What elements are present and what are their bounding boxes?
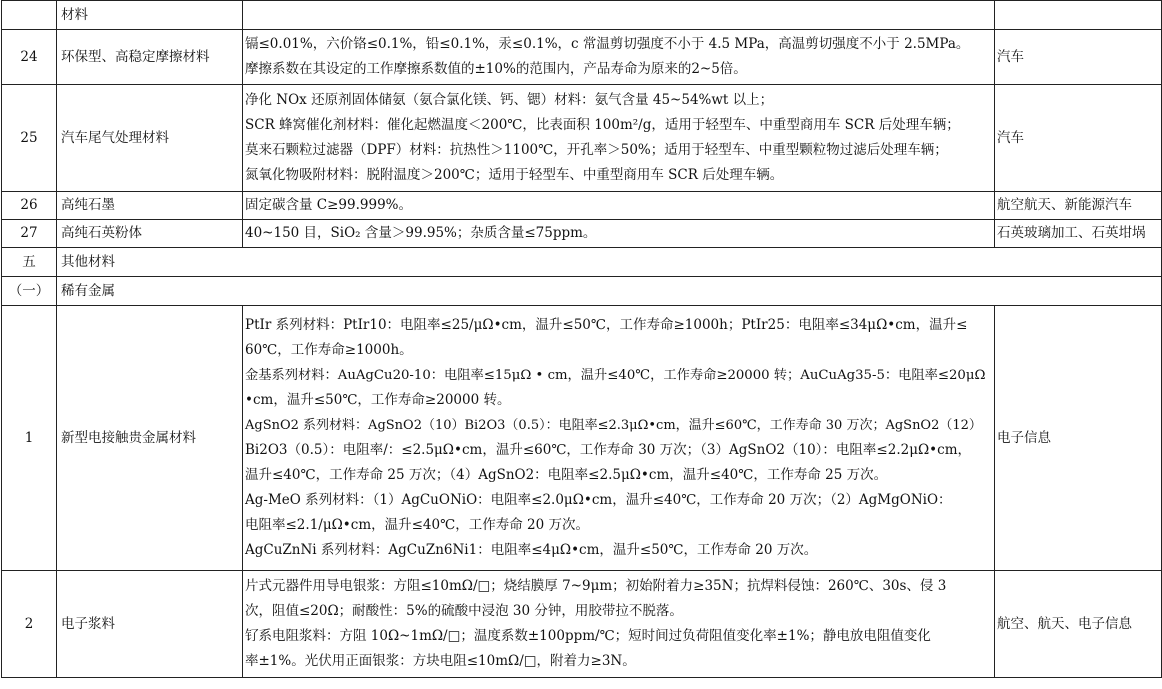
spec-line: Bi2O3（0.5）：电阻率/：≤2.5μΩ•cm，温升≤60℃，工作寿命 30 万次；（3）AgSnO2（10）：电阻率≤2.2μΩ•cm， [245, 442, 972, 458]
spec-line: SCR 蜂窝催化剂材料：催化起燃温度＜200℃，比表面积 100m²/g，适用于轻型车、中重型商用车 SCR 后处理车辆； [245, 117, 960, 133]
spec-line: 摩擦系数在其设定的工作摩擦系数值的±10%的范围内，产品寿命为原来的2~5倍。 [245, 61, 747, 77]
application-cell: 汽车 [995, 30, 1162, 85]
spec-cell [243, 220, 995, 248]
spec-line: Ag-MeO 系列材料：（1）AgCuONiO：电阻率≤2.0μΩ•cm，温升≤40℃，工作寿命 20 万次；（2）AgMgONiO： [245, 492, 952, 508]
spec-cell [243, 30, 995, 85]
spec-line: 温升≤40℃，工作寿命 25 万次；（4）AgSnO2：电阻率≤2.5μΩ•cm，温升≤40℃，工作寿命 25 万次。 [245, 467, 888, 483]
application-cell: 航空、航天、电子信息 [995, 571, 1162, 678]
spec-cell [243, 306, 995, 571]
spec-line: 次，阻值≤20Ω；耐酸性：5%的硫酸中浸泡 30 分钟，用胶带拉不脱落。 [245, 603, 683, 619]
material-name: 电子浆料 [57, 571, 243, 678]
application-cell: 石英玻璃加工、石英坩埚 [995, 220, 1162, 248]
application-cell: 电子信息 [995, 306, 1162, 571]
application-cell [995, 1, 1162, 30]
material-name: 高纯石英粉体 [57, 220, 243, 248]
section-number: 五 [2, 248, 57, 277]
spec-line: 率±1%。光伏用正面银浆：方块电阻≤10mΩ/□，附着力≥3N。 [245, 653, 636, 669]
spec-cell [243, 192, 995, 220]
material-name: 环保型、高稳定摩擦材料 [57, 30, 243, 85]
section-row [2, 248, 1162, 277]
spec-line: 镉≤0.01%，六价铬≤0.1%，铅≤0.1%，汞≤0.1%，c 常温剪切强度不小于 4.5 MPa，高温剪切强度不小于 2.5MPa。 [245, 36, 970, 52]
materials-table [1, 0, 1162, 678]
table-row [2, 192, 1162, 220]
spec-cell [243, 1, 995, 30]
application-cell: 航空航天、新能源汽车 [995, 192, 1162, 220]
table-row [2, 85, 1162, 192]
spec-cell [243, 571, 995, 678]
spec-line: PtIr 系列材料：PtIr10：电阻率≤25/μΩ•cm，温升≤50℃，工作寿命≥1000h；PtIr25：电阻率≤34μΩ•cm，温升≤ [245, 317, 968, 333]
section-title: 其他材料 [57, 248, 1162, 277]
table-row [2, 1, 1162, 30]
spec-line: 60℃，工作寿命≥1000h。 [245, 342, 413, 358]
spec-line: 片式元器件用导电银浆：方阻≤10mΩ/□；烧结膜厚 7~9μm；初始附着力≥35N；抗焊料侵蚀：260℃、30s、侵 3 [245, 578, 947, 594]
material-name: 材料 [57, 1, 243, 30]
table-row [2, 220, 1162, 248]
table-row [2, 306, 1162, 571]
row-number [2, 1, 57, 30]
spec-line: 莫来石颗粒过滤器（DPF）材料：抗热性＞1100℃，开孔率＞50%；适用于轻型车、中重型颗粒物过滤后处理车辆； [245, 142, 948, 158]
table-row [2, 571, 1162, 678]
material-name: 汽车尾气处理材料 [57, 85, 243, 192]
row-number: 24 [2, 30, 57, 85]
subsection-row [2, 277, 1162, 306]
row-number: 1 [2, 306, 57, 571]
spec-line: AgCuZnNi 系列材料：AgCuZn6Ni1：电阻率≤4μΩ•cm，温升≤50℃，工作寿命 20 万次。 [245, 542, 818, 558]
application-cell: 汽车 [995, 85, 1162, 192]
spec-line: 电阻率≤2.1/μΩ•cm，温升≤40℃，工作寿命 20 万次。 [245, 517, 589, 533]
table-row [2, 30, 1162, 85]
row-number: 2 [2, 571, 57, 678]
spec-line: 钌系电阻浆料：方阻 10Ω~1mΩ/□；温度系数±100ppm/℃；短时间过负荷阻值变化率±1%；静电放电阻值变化 [245, 628, 931, 644]
spec-line: 净化 NOx 还原剂固体储氨（氨合氯化镁、钙、锶）材料：氨气含量 45~54%wt 以上； [245, 92, 774, 108]
spec-line: AgSnO2 系列材料：AgSnO2（10）Bi2O3（0.5）：电阻率≤2.3μΩ•cm，温升≤60℃，工作寿命 30 万次；AgSnO2（12） [245, 418, 982, 433]
spec-cell [243, 85, 995, 192]
subsection-number: （一） [2, 277, 57, 306]
material-name: 高纯石墨 [57, 192, 243, 220]
row-number: 26 [2, 192, 57, 220]
spec-line: 40~150 目，SiO₂ 含量＞99.95%；杂质含量≤75ppm。 [245, 225, 597, 241]
spec-line: 固定碳含量 C≥99.999%。 [245, 197, 412, 213]
material-name: 新型电接触贵金属材料 [57, 306, 243, 571]
spec-line: 氮氧化物吸附材料：脱附温度＞200℃；适用于轻型车、中重型商用车 SCR 后处理车辆。 [245, 167, 784, 183]
spec-line: 金基系列材料：AuAgCu20-10：电阻率≤15μΩ • cm，温升≤40℃，工作寿命≥20000 转；AuCuAg35-5：电阻率≤20μΩ [245, 368, 986, 383]
spec-line: •cm，温升≤50℃，工作寿命≥20000 转。 [245, 392, 511, 408]
row-number: 27 [2, 220, 57, 248]
subsection-title: 稀有金属 [57, 277, 1162, 306]
row-number: 25 [2, 85, 57, 192]
